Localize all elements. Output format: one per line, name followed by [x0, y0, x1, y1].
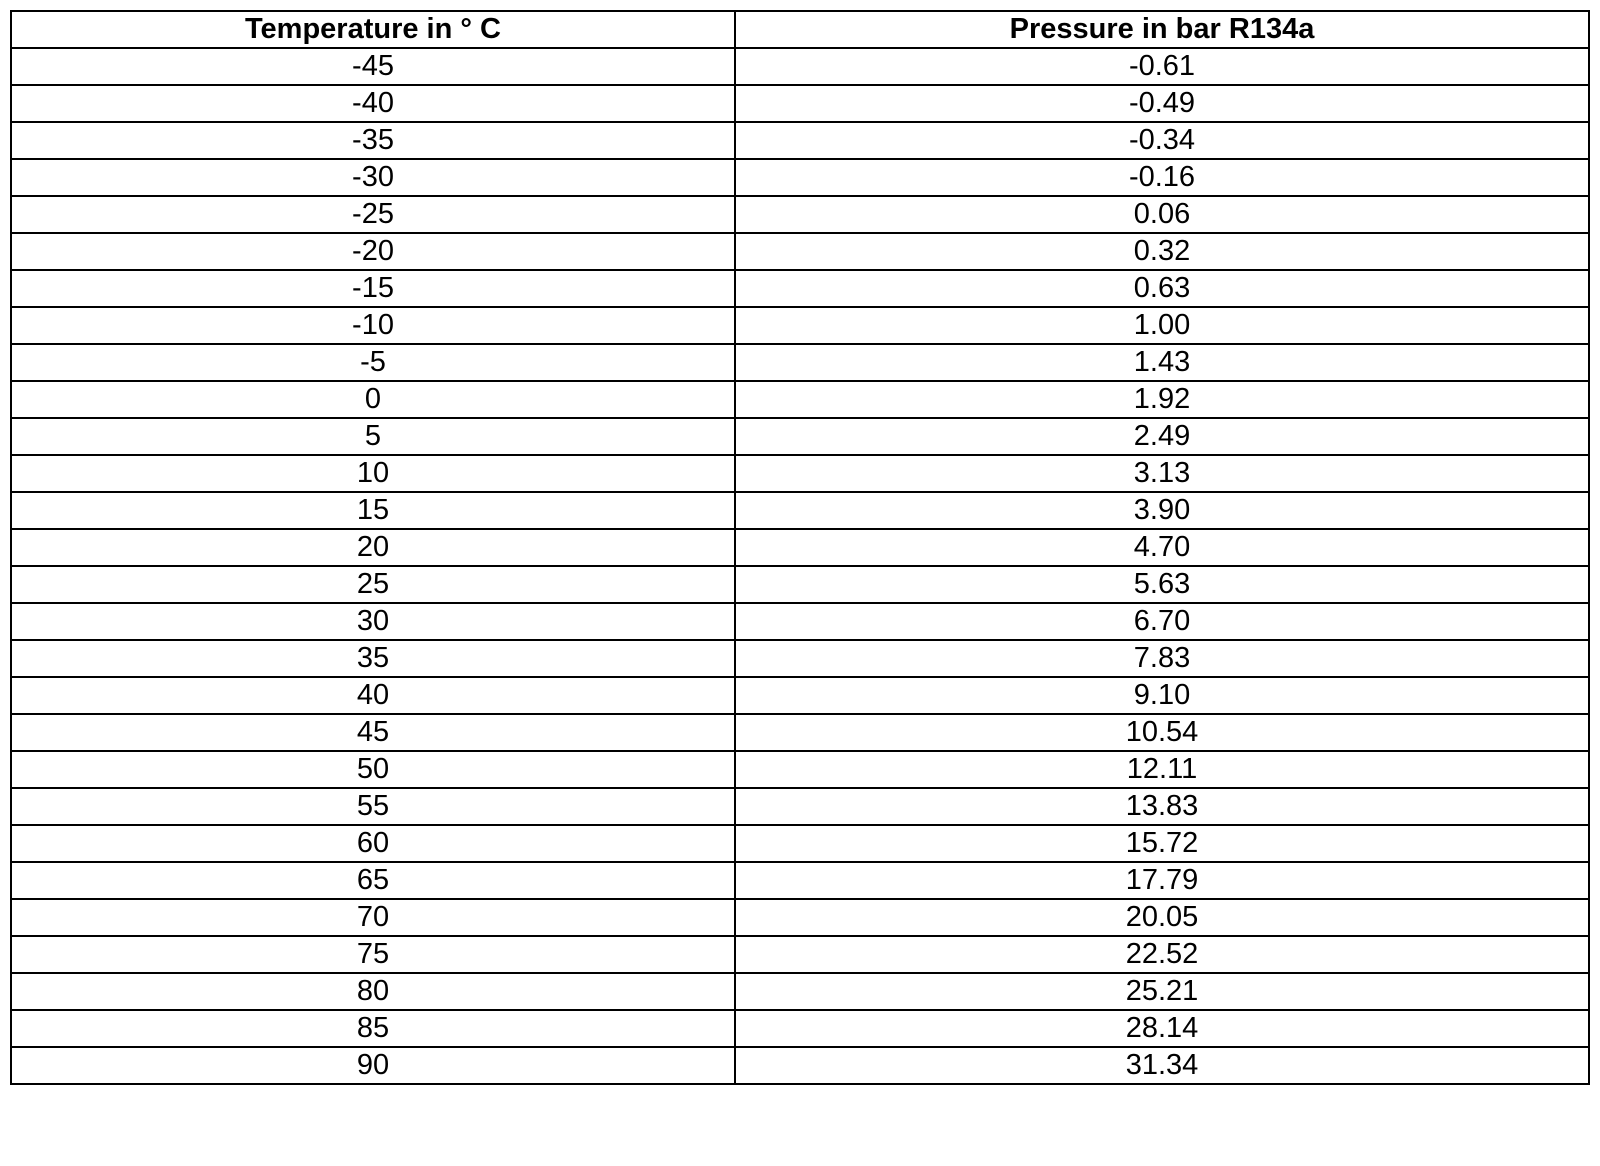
- table-row: [11, 270, 1589, 307]
- cell-pressure: 15.72: [735, 825, 1589, 862]
- cell-temperature: -15: [11, 270, 735, 307]
- table-row: [11, 825, 1589, 862]
- cell-pressure: 4.70: [735, 529, 1589, 566]
- cell-temperature: -35: [11, 122, 735, 159]
- cell-temperature: -20: [11, 233, 735, 270]
- cell-pressure: 1.92: [735, 381, 1589, 418]
- cell-pressure: 9.10: [735, 677, 1589, 714]
- cell-temperature: 15: [11, 492, 735, 529]
- header-row: [11, 11, 1589, 48]
- cell-temperature: 75: [11, 936, 735, 973]
- cell-pressure: 13.83: [735, 788, 1589, 825]
- table-row: [11, 640, 1589, 677]
- cell-temperature: 0: [11, 381, 735, 418]
- table-row: [11, 159, 1589, 196]
- cell-pressure: 3.13: [735, 455, 1589, 492]
- cell-temperature: -5: [11, 344, 735, 381]
- cell-temperature: -40: [11, 85, 735, 122]
- table-row: [11, 899, 1589, 936]
- cell-temperature: -25: [11, 196, 735, 233]
- cell-pressure: -0.49: [735, 85, 1589, 122]
- pressure-temperature-table: [10, 10, 1590, 1085]
- cell-pressure: 22.52: [735, 936, 1589, 973]
- cell-temperature: 25: [11, 566, 735, 603]
- table-row: [11, 307, 1589, 344]
- pressure-temperature-table-container: [10, 10, 1588, 1085]
- cell-temperature: 50: [11, 751, 735, 788]
- cell-pressure: 10.54: [735, 714, 1589, 751]
- table-row: [11, 973, 1589, 1010]
- cell-temperature: 30: [11, 603, 735, 640]
- cell-temperature: 60: [11, 825, 735, 862]
- cell-temperature: 20: [11, 529, 735, 566]
- table-row: [11, 788, 1589, 825]
- cell-pressure: 1.00: [735, 307, 1589, 344]
- cell-temperature: 65: [11, 862, 735, 899]
- table-row: [11, 48, 1589, 85]
- cell-temperature: -45: [11, 48, 735, 85]
- table-row: [11, 677, 1589, 714]
- cell-temperature: 90: [11, 1047, 735, 1084]
- table-row: [11, 344, 1589, 381]
- cell-pressure: 1.43: [735, 344, 1589, 381]
- table-row: [11, 492, 1589, 529]
- cell-pressure: 2.49: [735, 418, 1589, 455]
- table-row: [11, 85, 1589, 122]
- cell-temperature: 10: [11, 455, 735, 492]
- table-header: [11, 11, 1589, 48]
- cell-temperature: 55: [11, 788, 735, 825]
- cell-pressure: 0.32: [735, 233, 1589, 270]
- cell-pressure: 12.11: [735, 751, 1589, 788]
- cell-temperature: 70: [11, 899, 735, 936]
- table-row: [11, 418, 1589, 455]
- table-row: [11, 862, 1589, 899]
- table-row: [11, 566, 1589, 603]
- cell-temperature: 85: [11, 1010, 735, 1047]
- table-row: [11, 714, 1589, 751]
- cell-temperature: 40: [11, 677, 735, 714]
- cell-pressure: 0.06: [735, 196, 1589, 233]
- header-temperature: Temperature in ° C: [11, 11, 735, 48]
- table-row: [11, 751, 1589, 788]
- cell-pressure: -0.16: [735, 159, 1589, 196]
- table-row: [11, 603, 1589, 640]
- cell-temperature: 80: [11, 973, 735, 1010]
- table-row: [11, 196, 1589, 233]
- table-row: [11, 455, 1589, 492]
- cell-pressure: 28.14: [735, 1010, 1589, 1047]
- cell-temperature: 5: [11, 418, 735, 455]
- cell-pressure: 17.79: [735, 862, 1589, 899]
- table-row: [11, 529, 1589, 566]
- cell-temperature: -30: [11, 159, 735, 196]
- table-row: [11, 1047, 1589, 1084]
- cell-pressure: 25.21: [735, 973, 1589, 1010]
- cell-temperature: -10: [11, 307, 735, 344]
- cell-pressure: -0.34: [735, 122, 1589, 159]
- cell-pressure: 7.83: [735, 640, 1589, 677]
- cell-pressure: 3.90: [735, 492, 1589, 529]
- cell-pressure: 31.34: [735, 1047, 1589, 1084]
- table-row: [11, 1010, 1589, 1047]
- cell-pressure: 5.63: [735, 566, 1589, 603]
- header-pressure: Pressure in bar R134a: [735, 11, 1589, 48]
- cell-pressure: -0.61: [735, 48, 1589, 85]
- cell-pressure: 20.05: [735, 899, 1589, 936]
- cell-pressure: 0.63: [735, 270, 1589, 307]
- table-row: [11, 381, 1589, 418]
- table-row: [11, 936, 1589, 973]
- table-row: [11, 122, 1589, 159]
- table-row: [11, 233, 1589, 270]
- table-body: [11, 48, 1589, 1084]
- cell-pressure: 6.70: [735, 603, 1589, 640]
- cell-temperature: 35: [11, 640, 735, 677]
- cell-temperature: 45: [11, 714, 735, 751]
